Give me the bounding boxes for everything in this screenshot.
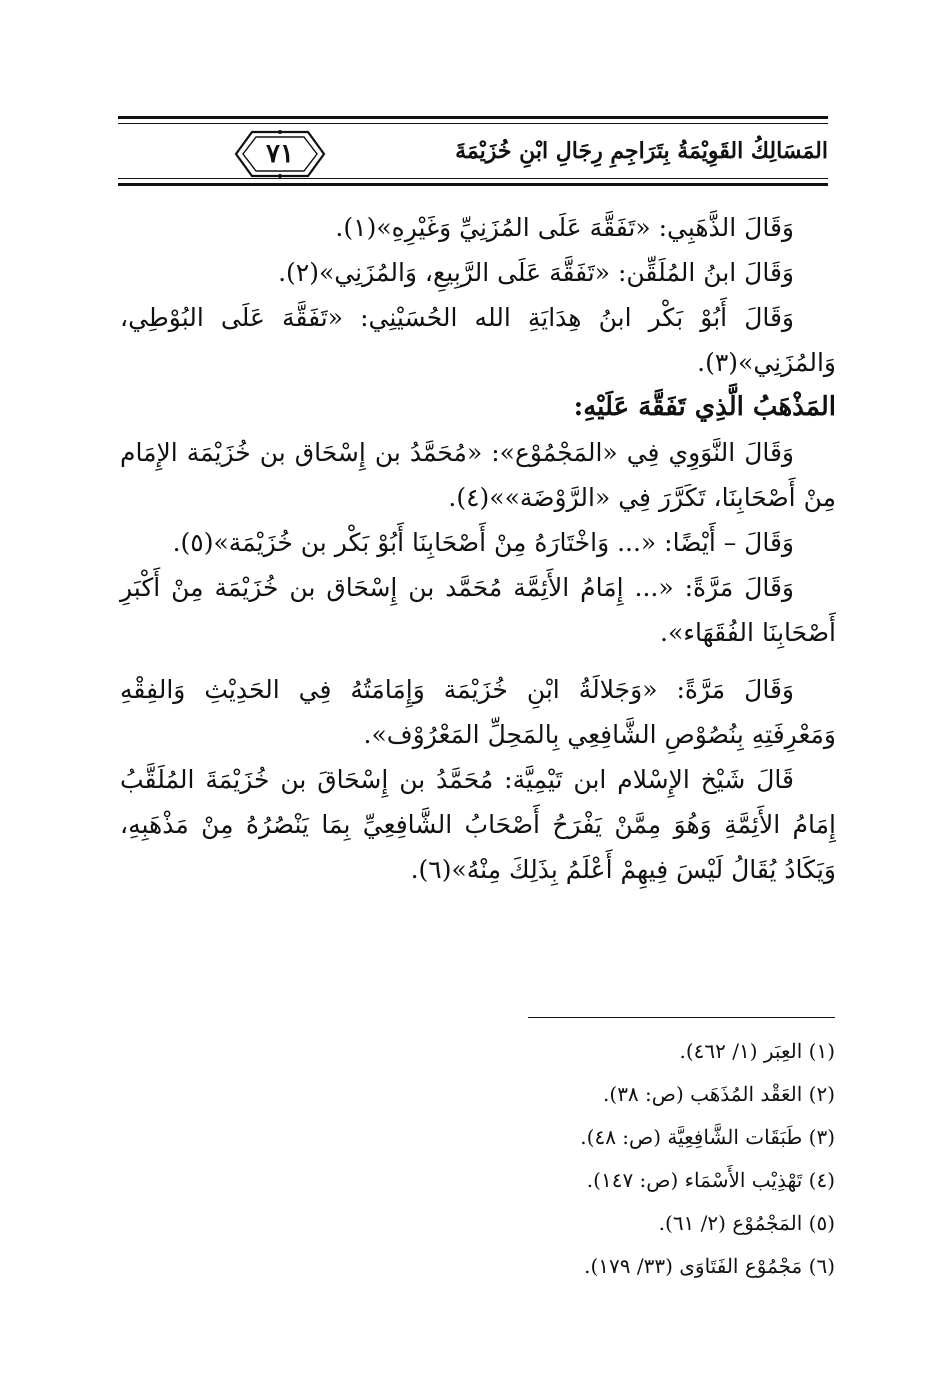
footnote: (٥) المَجْمُوْع (٢/ ٦١). xyxy=(658,1211,835,1235)
header-rule-top-thin xyxy=(118,123,828,124)
footnote: (١) العِبَر (١/ ٤٦٢). xyxy=(679,1039,835,1063)
running-title: المَسَالِكُ القَوِيْمَةُ بِتَرَاجِمِ رِجَالِ ابْنِ خُزَيْمَةَ xyxy=(455,138,828,164)
page-number-badge xyxy=(232,128,328,180)
header-rule-bottom-thick xyxy=(118,183,828,186)
paragraph: وَقَالَ مَرَّةً: «... إِمَامُ الأَئِمَّة مُحَمَّد بن إِسْحَاق بن خُزَيْمَة مِنْ أَكْبَرِ أَصْحَابِنَا الفُقَهَاء». xyxy=(120,573,836,647)
section-heading: المَذْهَبُ الَّذِي تَفَقَّهَ عَلَيْهِ: xyxy=(573,392,836,422)
page-number: ٧١ xyxy=(266,139,294,169)
paragraph: وَقَالَ النَّوَوِي فِي «المَجْمُوْع»: «مُحَمَّدُ بن إِسْحَاق بن خُزَيْمَة الإِمَام مِنْ أَصْحَابِنَا، تَكَرَّرَ فِي «الرَّوْضَة»»(٤). xyxy=(120,438,836,512)
footnote: (٢) العَقْد المُذَهَب (ص: ٣٨). xyxy=(603,1082,835,1106)
paragraph: وَقَالَ أَبُوْ بَكْر ابنُ هِدَايَةِ الله الحُسَيْنِي: «تَفَقَّهَ عَلَى البُوْطِي، وَالمُزَنِي»(٣). xyxy=(120,303,836,377)
footnote: (٦) مَجْمُوْع الفَتَاوَى (٣٣/ ١٧٩). xyxy=(584,1254,835,1278)
footnote: (٣) طَبَقَات الشَّافِعِيَّة (ص: ٤٨). xyxy=(580,1125,835,1149)
footnote-separator xyxy=(528,1017,835,1018)
footnote: (٤) تَهْذِيْب الأَسْمَاء (ص: ١٤٧). xyxy=(586,1168,835,1192)
footnotes xyxy=(235,1030,835,1288)
main-text xyxy=(120,205,836,892)
paragraph: وَقَالَ ابنُ المُلَقِّن: «تَفَقَّهَ عَلَى الرَّبِيعِ، وَالمُزَنِي»(٢). xyxy=(278,258,794,287)
paragraph: وَقَالَ الذَّهَبِي: «تَفَقَّهَ عَلَى المُزَنِيِّ وَغَيْرِهِ»(١). xyxy=(335,213,794,242)
paragraph: وَقَالَ مَرَّةً: «وَجَلالَةُ ابْنِ خُزَيْمَة وَإِمَامَتُهُ فِي الحَدِيْثِ وَالفِقْهِ وَمَعْرِفَتِهِ بِنُصُوْصِ الشَّافِعِي بِالمَحِلِّ المَعْرُوْف». xyxy=(120,675,836,749)
header-rule-top-thick xyxy=(118,116,828,119)
paragraph: وَقَالَ – أَيْضًا: «... وَاخْتَارَهُ مِنْ أَصْحَابِنَا أَبُوْ بَكْر بن خُزَيْمَة»(٥). xyxy=(172,528,794,557)
header-rule-bottom-thin xyxy=(118,178,828,179)
paragraph: قَالَ شَيْخ الإِسْلام ابن تَيْمِيَّة: مُحَمَّدُ بن إِسْحَاقَ بن خُزَيْمَةَ المُلَقَّبُ إِمَامُ الأَئِمَّةِ وَهُوَ مِمَّنْ يَفْرَحُ أَصْحَابُ الشَّافِعِيِّ بِمَا يَنْصُرُهُ مِنْ مَذْهَبِهِ، وَيَكَادُ يُقَالُ لَيْسَ فِيهِمْ أَعْلَمُ بِذَلِكَ مِنْهُ»(٦). xyxy=(120,765,836,884)
